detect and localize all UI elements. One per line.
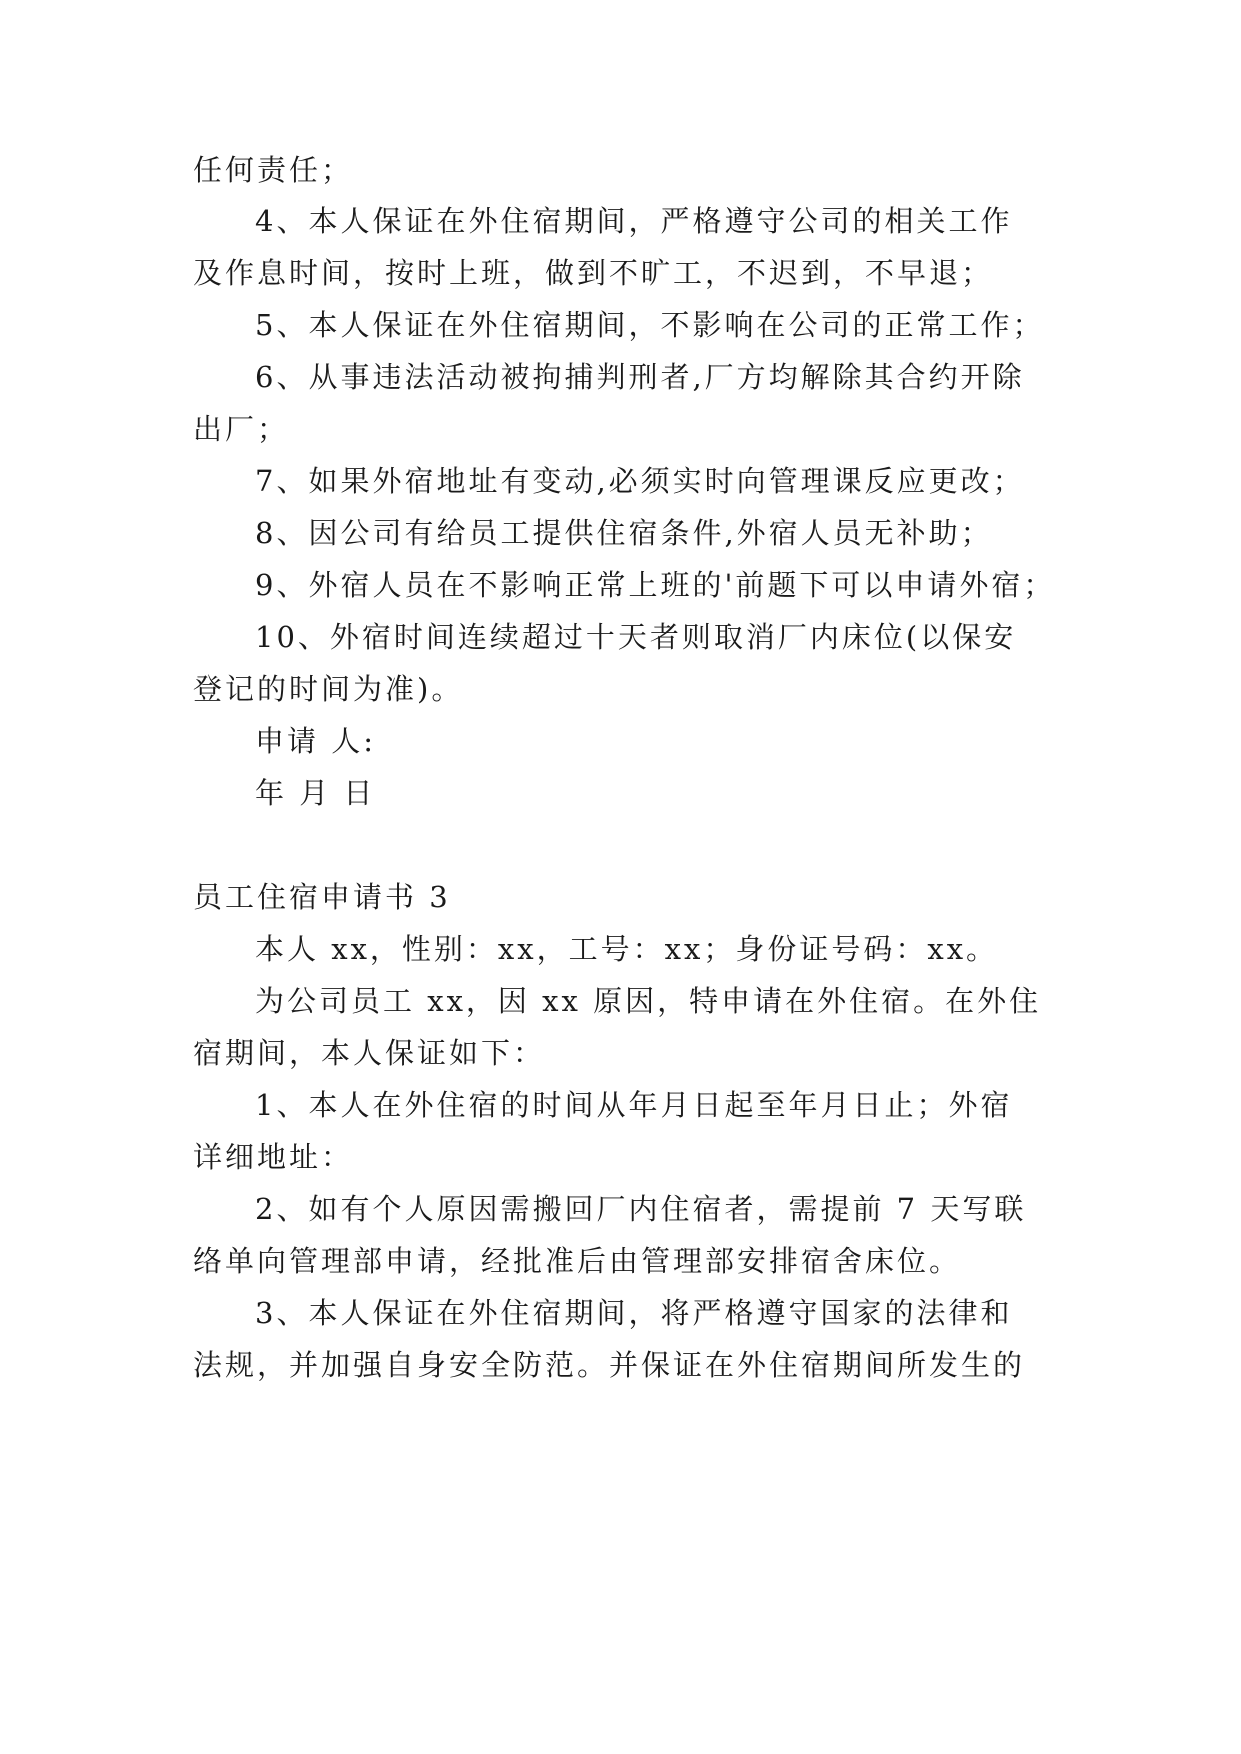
text-line: 3、本人保证在外住宿期间，将严格遵守国家的法律和: [255, 1296, 1013, 1330]
text-line: 本人 xx，性别：xx，工号：xx；身份证号码：xx。: [255, 932, 999, 966]
text-line: 10、外宿时间连续超过十天者则取消厂内床位(以保安: [255, 620, 1017, 654]
text-line: 为公司员工 xx，因 xx 原因，特申请在外住宿。在外住: [255, 984, 1042, 1018]
text-line: 2、如有个人原因需搬回厂内住宿者，需提前 7 天写联: [255, 1192, 1027, 1226]
signature-date: 年 月 日: [255, 776, 376, 810]
signature-applicant: 申请 人:: [255, 724, 376, 758]
text-line: 宿期间，本人保证如下：: [193, 1036, 546, 1070]
text-line: 7、如果外宿地址有变动,必须实时向管理课反应更改；: [255, 464, 1025, 498]
text-line: 出厂；: [193, 412, 290, 446]
text-line: 详细地址：: [193, 1140, 354, 1174]
section-title: 员工住宿申请书 3: [193, 880, 451, 914]
text-line: 络单向管理部申请，经批准后由管理部安排宿舍床位。: [193, 1244, 962, 1278]
text-line: 8、因公司有给员工提供住宿条件,外宿人员无补助；: [255, 516, 993, 550]
text-line: 1、本人在外住宿的时间从年月日起至年月日止；外宿: [255, 1088, 1013, 1122]
text-line: 5、本人保证在外住宿期间，不影响在公司的正常工作；: [255, 308, 1045, 342]
text-line: 法规，并加强自身安全防范。并保证在外住宿期间所发生的: [193, 1348, 1026, 1382]
text-line: 6、从事违法活动被拘捕判刑者,厂方均解除其合约开除: [255, 360, 1025, 394]
text-line: 及作息时间，按时上班，做到不旷工，不迟到，不早退；: [193, 256, 994, 290]
text-line: 登记的时间为准)。: [193, 672, 464, 706]
text-line: 9、外宿人员在不影响正常上班的'前题下可以申请外宿；: [255, 568, 1056, 602]
text-line: 4、本人保证在外住宿期间，严格遵守公司的相关工作: [255, 204, 1013, 238]
text-line: 任何责任；: [193, 153, 354, 187]
